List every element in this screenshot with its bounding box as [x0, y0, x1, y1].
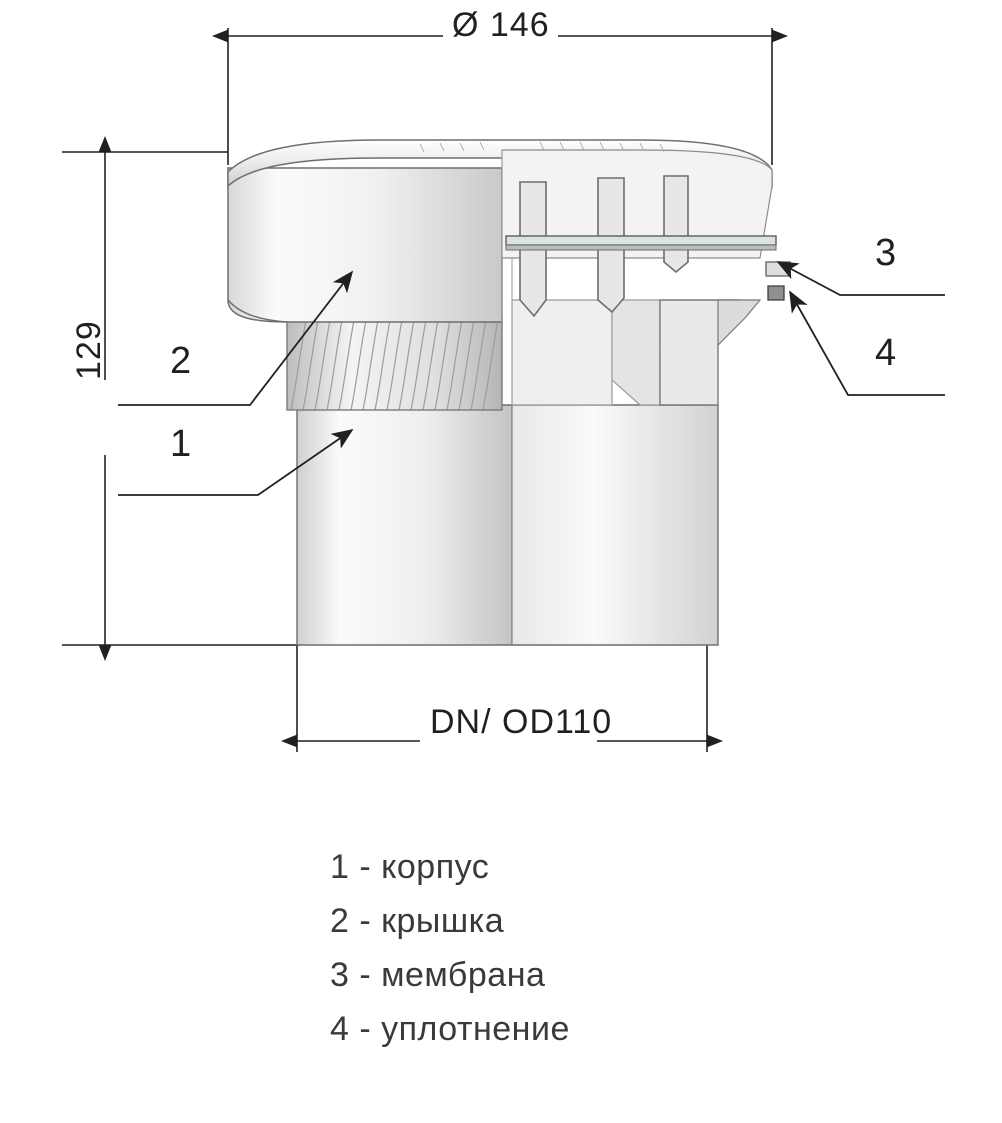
legend-item-2: 2 - крышка [330, 902, 505, 940]
membrane-part [506, 236, 776, 250]
right-skirt-outer [718, 300, 760, 345]
body-lower-pipe-right [512, 405, 718, 645]
inner-stack-taper [612, 300, 660, 405]
dimension-label-top-diameter: Ø 146 [452, 6, 550, 44]
legend-item-4: 4 - уплотнение [330, 1010, 570, 1048]
callout-number-2: 2 [170, 340, 192, 382]
dimension-label-height: 129 [70, 320, 108, 380]
legend-item-3: 3 - мембрана [330, 956, 546, 994]
callout-number-1: 1 [170, 423, 192, 465]
callout-number-3: 3 [875, 232, 897, 274]
ribbed-collar [287, 318, 502, 410]
parts-legend [330, 840, 830, 1056]
callout-number-4: 4 [875, 332, 897, 374]
product-geometry [228, 140, 790, 645]
legend-item-1: 1 - корпус [330, 848, 490, 886]
dimension-label-bottom-diameter: DN/ OD110 [430, 703, 613, 741]
body-lower-pipe [297, 405, 512, 645]
cap-side-wall [228, 168, 502, 322]
inner-stack-section [512, 300, 612, 405]
seal-part [766, 262, 790, 300]
